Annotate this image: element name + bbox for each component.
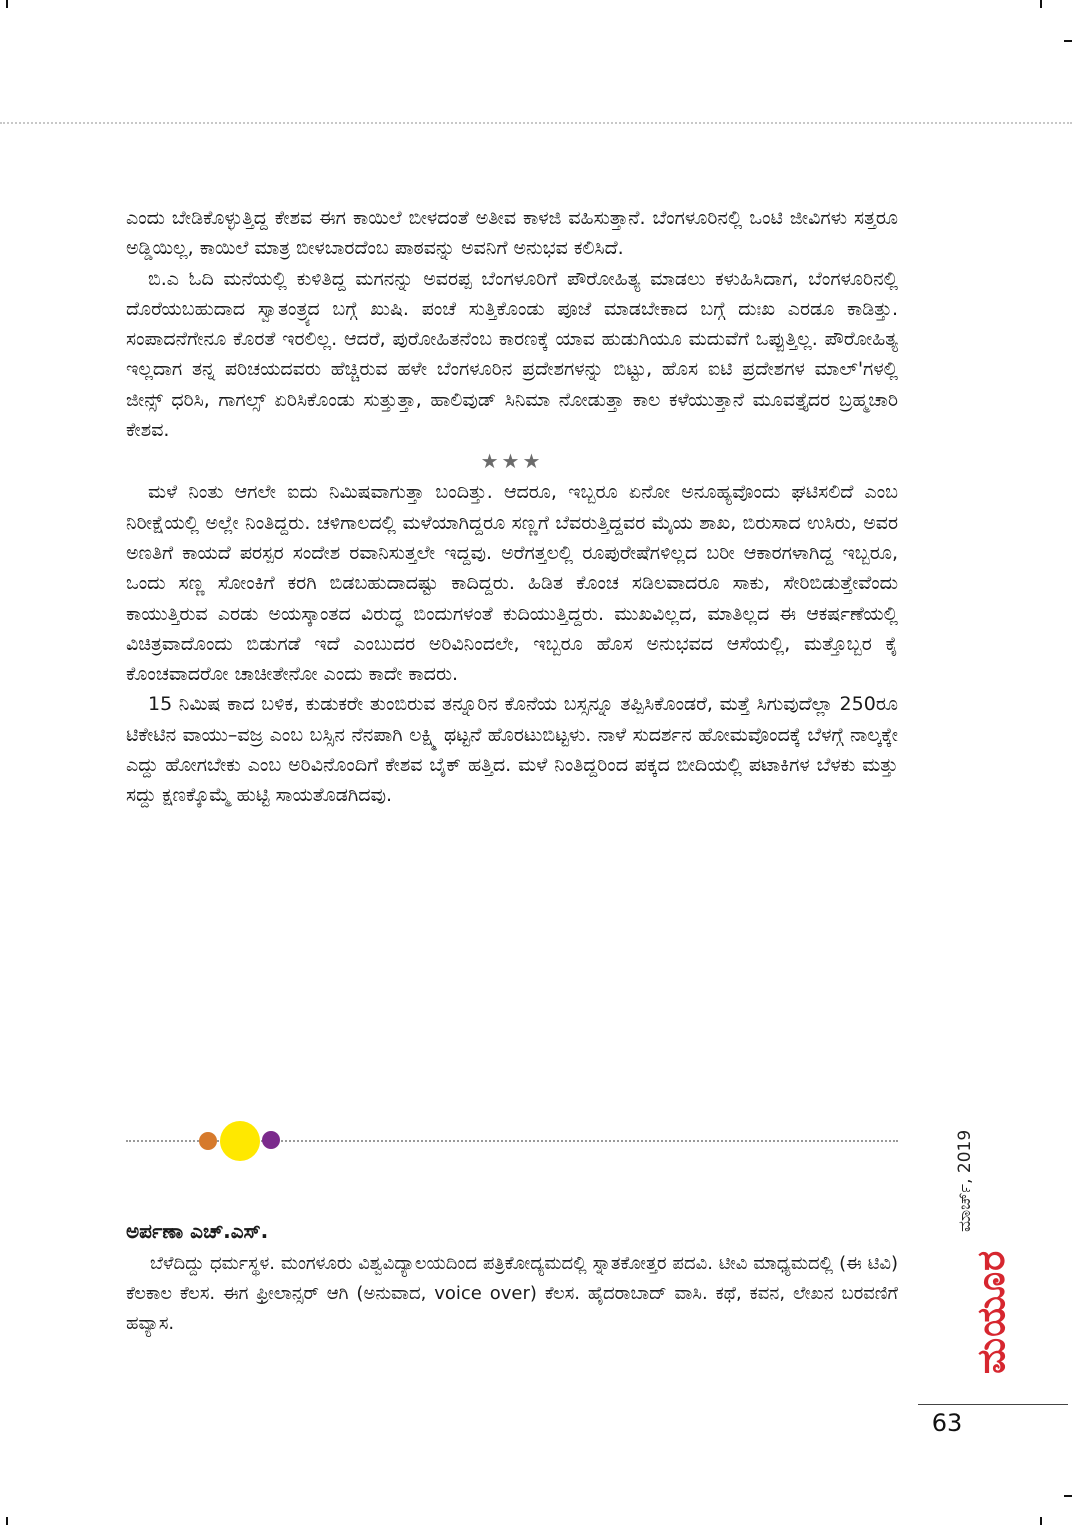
article-paragraph: 15 ನಿಮಿಷ ಕಾದ ಬಳಿಕ, ಕುಡುಕರೇ ತುಂಬಿರುವ ತನ್ನೂರಿನ ಕೊನೆಯ ಬಸ್ಸನ್ನೂ ತಪ್ಪಿಸಿಕೊಂಡರೆ, ಮತ್ತೆ ಸಿಗುವುದೆಲ್ಲಾ 250ರೂ ಟಿಕೇಟಿನ ವಾಯು–ವಜ್ರ ಎಂಬ ಬಸ್ಸಿನ ನೆನಪಾಗಿ ಲಕ್ಷ್ಮಿ ಥಟ್ಟನೆ ಹೊರಟುಬಿಟ್ಟಳು. ನಾಳೆ ಸುದರ್ಶನ ಹೋಮವೊಂದಕ್ಕೆ ಬೆಳಗ್ಗೆ ನಾಲ್ಕಕ್ಕೇ ಎದ್ದು ಹೋಗಬೇಕು ಎಂಬ ಅರಿವಿನೊಂದಿಗೆ ಕೇಶವ ಬೈಕ್ ಹತ್ತಿದ. ಮಳೆ ನಿಂತಿದ್ದರಿಂದ ಪಕ್ಕದ ಬೀದಿಯಲ್ಲಿ ಪಟಾಕಿಗಳ ಬೆಳಕು ಮತ್ತು ಸದ್ದು ಕ್ಷಣಕ್ಕೊಮ್ಮೆ ಹುಟ್ಟಿ ಸಾಯತೊಡಗಿದವು. bbox=[126, 693, 898, 807]
article-paragraph: ಮಳೆ ನಿಂತು ಆಗಲೇ ಐದು ನಿಮಿಷವಾಗುತ್ತಾ ಬಂದಿತ್ತು. ಆದರೂ, ಇಬ್ಬರೂ ಏನೋ ಅನೂಹ್ಯವೊಂದು ಘಟಿಸಲಿದೆ ಎಂಬ ನಿರೀಕ್ಷೆಯಲ್ಲಿ ಅಲ್ಲೇ ನಿಂತಿದ್ದರು. ಚಳಿಗಾಲದಲ್ಲಿ ಮಳೆಯಾಗಿದ್ದರೂ ಸಣ್ಣಗೆ ಬೆವರುತ್ತಿದ್ದವರ ಮೈಯ ಶಾಖ, ಬಿರುಸಾದ ಉಸಿರು, ಅವರ ಅಣತಿಗೆ ಕಾಯದೆ ಪರಸ್ಪರ ಸಂದೇಶ ರವಾನಿಸುತ್ತಲೇ ಇದ್ದವು. ಅರೆಗತ್ತಲಲ್ಲಿ ರೂಪುರೇಷೆಗಳಿಲ್ಲದ ಬರೀ ಆಕಾರಗಳಾಗಿದ್ದ ಇಬ್ಬರೂ, ಒಂದು ಸಣ್ಣ ಸೋಂಕಿಗೆ ಕರಗಿ ಬಿಡಬಹುದಾದಷ್ಟು ಕಾದಿದ್ದರು. ಹಿಡಿತ ಕೊಂಚ ಸಡಿಲವಾದರೂ ಸಾಕು, ಸೇರಿಬಿಡುತ್ತೇವೆಂದು ಕಾಯುತ್ತಿರುವ ಎರಡು ಅಯಸ್ಕಾಂತದ ವಿರುದ್ಧ ಬಿಂದುಗಳಂತೆ ಕುದಿಯುತ್ತಿದ್ದರು. ಮುಖವಿಲ್ಲದ, ಮಾತಿಲ್ಲದ ಈ ಆಕರ್ಷಣೆಯಲ್ಲಿ ವಿಚಿತ್ರವಾದೊಂದು ಬಿಡುಗಡೆ ಇದೆ ಎಂಬುದರ ಅರಿವಿನಿಂದಲೇ, ಇಬ್ಬರೂ ಹೊಸ ಅನುಭವದ ಆಸೆಯಲ್ಲಿ, ಮತ್ತೊಬ್ಬರ ಕೈ ಕೊಂಚವಾದರೋ ಚಾಚೀತೇನೋ ಎಂದು ಕಾದೇ ಕಾದರು. bbox=[126, 481, 898, 686]
magazine-logo: ಮಯೂರ bbox=[969, 1249, 1013, 1374]
crop-mark-bottom-left bbox=[6, 1517, 8, 1525]
article-paragraph: ಬಿ.ಎ ಓದಿ ಮನೆಯಲ್ಲಿ ಕುಳಿತಿದ್ದ ಮಗನನ್ನು ಅವರಪ್ಪ ಬೆಂಗಳೂರಿಗೆ ಪೌರೋಹಿತ್ಯ ಮಾಡಲು ಕಳುಹಿಸಿದಾಗ, ಬೆಂಗಳೂರಿನಲ್ಲಿ ದೊರೆಯಬಹುದಾದ ಸ್ವಾತಂತ್ರ್ಯದ ಬಗ್ಗೆ ಖುಷಿ. ಪಂಚೆ ಸುತ್ತಿಕೊಂಡು ಪೂಜೆ ಮಾಡಬೇಕಾದ ಬಗ್ಗೆ ದುಃಖ ಎರಡೂ ಕಾಡಿತ್ತು. ಸಂಪಾದನೆಗೇನೂ ಕೊರತೆ ಇರಲಿಲ್ಲ. ಆದರೆ, ಪುರೋಹಿತನೆಂಬ ಕಾರಣಕ್ಕೆ ಯಾವ ಹುಡುಗಿಯೂ ಮದುವೆಗೆ ಒಪ್ಪುತ್ತಿಲ್ಲ. ಪೌರೋಹಿತ್ಯ ಇಲ್ಲದಾಗ ತನ್ನ ಪರಿಚಯದವರು ಹೆಚ್ಚಿರುವ ಹಳೇ ಬೆಂಗಳೂರಿನ ಪ್ರದೇಶಗಳನ್ನು ಬಿಟ್ಟು, ಹೊಸ ಐಟಿ ಪ್ರದೇಶಗಳ ಮಾಲ್'ಗಳಲ್ಲಿ ಜೀನ್ಸ್ ಧರಿಸಿ, ಗಾಗಲ್ಸ್ ಏರಿಸಿಕೊಂಡು ಸುತ್ತುತ್ತಾ, ಹಾಲಿವುಡ್ ಸಿನಿಮಾ ನೋಡುತ್ತಾ ಕಾಲ ಕಳೆಯುತ್ತಾನೆ ಮೂವತ್ತೈದರ ಬ್ರಹ್ಮಚಾರಿ ಕೇಶವ. bbox=[126, 267, 898, 442]
crop-mark-right-lower bbox=[1064, 1495, 1072, 1497]
crop-mark-right-upper bbox=[1064, 40, 1072, 42]
section-separator-stars: ★★★ bbox=[480, 449, 544, 474]
author-name: ಅರ್ಪಣಾ ಎಚ್.ಎಸ್. bbox=[126, 1219, 269, 1243]
decorative-dot-divider bbox=[126, 1118, 898, 1162]
page-number-rule bbox=[918, 1404, 1068, 1405]
article-body bbox=[126, 203, 898, 811]
crop-mark-top-left bbox=[6, 0, 8, 8]
article-paragraph: ಎಂದು ಬೇಡಿಕೊಳ್ಳುತ್ತಿದ್ದ ಕೇಶವ ಈಗ ಕಾಯಿಲೆ ಬೀಳದಂತೆ ಅತೀವ ಕಾಳಜಿ ವಹಿಸುತ್ತಾನೆ. ಬೆಂಗಳೂರಿನಲ್ಲಿ ಒಂಟಿ ಜೀವಿಗಳು ಸತ್ತರೂ ಅಡ್ಡಿಯಿಲ್ಲ, ಕಾಯಿಲೆ ಮಾತ್ರ ಬೀಳಬಾರದೆಂಬ ಪಾಠವನ್ನು ಅವನಿಗೆ ಅನುಭವ ಕಲಿಸಿದೆ. bbox=[126, 207, 898, 260]
crop-mark-top-right bbox=[1040, 0, 1042, 8]
yellow-dot-ornament bbox=[220, 1121, 260, 1161]
issue-date: ಮಾರ್ಚ್, 2019 bbox=[955, 1129, 975, 1232]
author-bio: ಬೆಳೆದಿದ್ದು ಧರ್ಮಸ್ಥಳ. ಮಂಗಳೂರು ವಿಶ್ವವಿದ್ಯಾಲಯದಿಂದ ಪತ್ರಿಕೋದ್ಯಮದಲ್ಲಿ ಸ್ನಾತಕೋತ್ತರ ಪದವಿ. ಟೀವಿ ಮಾಧ್ಯಮದಲ್ಲಿ (ಈ ಟಿವಿ) ಕೆಲಕಾಲ ಕೆಲಸ. ಈಗ ಫ್ರೀಲಾನ್ಸರ್ ಆಗಿ (ಅನುವಾದ, voice over) ಕೆಲಸ. ಹೈದರಾಬಾದ್ ವಾಸಿ. ಕಥೆ, ಕವನ, ಲೇಖನ ಬರವಣಿಗೆ ಹವ್ಯಾಸ. bbox=[126, 1253, 898, 1334]
header-dotted-rule bbox=[0, 122, 1072, 124]
crop-mark-bottom-right bbox=[1040, 1517, 1042, 1525]
purple-dot-ornament bbox=[262, 1131, 280, 1149]
orange-dot-ornament bbox=[199, 1132, 217, 1150]
page-number: 63 bbox=[931, 1409, 963, 1437]
author-bio-section bbox=[126, 1215, 898, 1339]
